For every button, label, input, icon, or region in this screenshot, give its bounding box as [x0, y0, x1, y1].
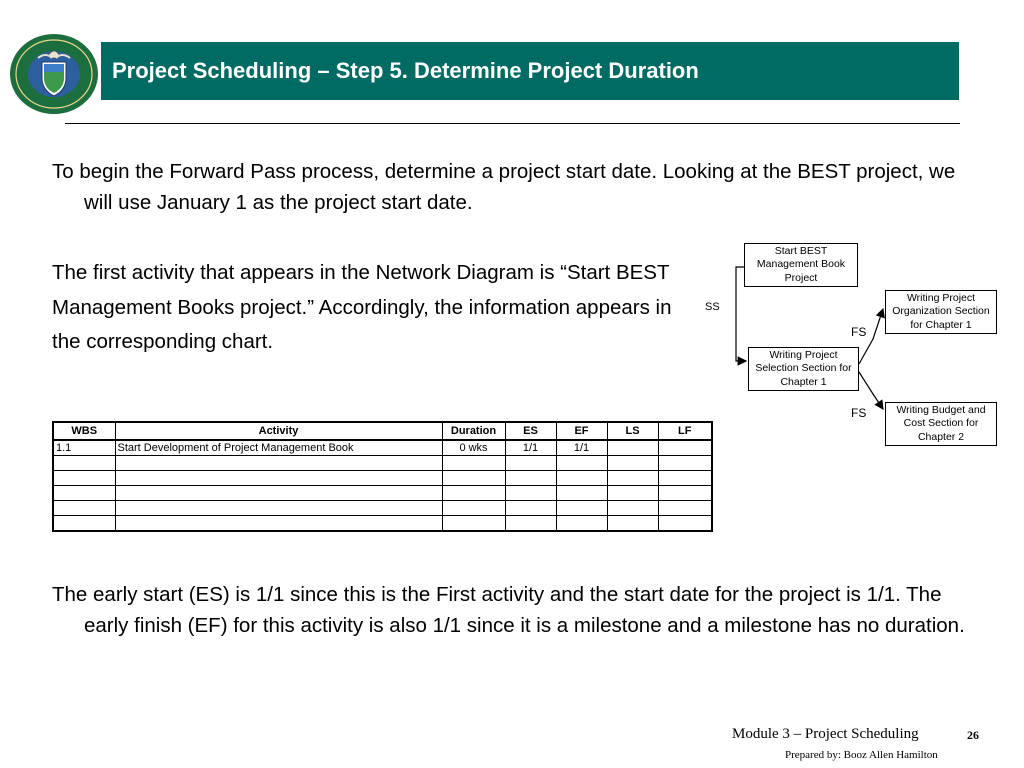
slide-title: Project Scheduling – Step 5. Determine Project Duration: [101, 42, 959, 100]
title-divider: [65, 123, 960, 124]
table-row: [53, 456, 712, 471]
footer-prepared-by: Prepared by: Booz Allen Hamilton: [785, 749, 938, 761]
cell-duration: [442, 516, 505, 532]
fs-label-top: FS: [851, 325, 867, 339]
table-row: [53, 486, 712, 501]
cell-wbs: [53, 456, 115, 471]
cell-ef: [556, 471, 607, 486]
col-activity: Activity: [115, 422, 442, 440]
department-of-energy-seal-icon: [8, 32, 100, 116]
cell-activity: [115, 456, 442, 471]
cell-ef: [556, 516, 607, 532]
cell-ef: [556, 486, 607, 501]
cell-ls: [607, 471, 658, 486]
cell-lf: [658, 440, 712, 456]
cell-ls: [607, 456, 658, 471]
cell-wbs: [53, 486, 115, 501]
cell-ef: [556, 501, 607, 516]
cell-ls: [607, 440, 658, 456]
ss-label: SS: [705, 301, 720, 313]
table-header-row: [53, 422, 712, 440]
cell-wbs: [53, 516, 115, 532]
cell-lf: [658, 456, 712, 471]
table-row: [53, 501, 712, 516]
early-start-paragraph: The early start (ES) is 1/1 since this is the First activity and the start date for the project is 1/1. The early finish (EF) for this activity is also 1/1 since it is a milestone and a milestone has no duration.: [52, 583, 965, 637]
cell-duration: [442, 501, 505, 516]
table-row: [53, 471, 712, 486]
cell-ls: [607, 501, 658, 516]
cell-duration: [442, 486, 505, 501]
intro-paragraph: To begin the Forward Pass process, determine a project start date. Looking at the BEST project, we will use January 1 as the project start date.: [52, 160, 956, 214]
col-duration: Duration: [442, 422, 505, 440]
fs-label-bottom: FS: [851, 406, 867, 420]
cell-es: [505, 486, 556, 501]
cell-activity: [115, 516, 442, 532]
table-row: [53, 440, 712, 456]
cell-lf: [658, 516, 712, 532]
col-lf: LF: [658, 422, 712, 440]
fs-connector-bottom: [859, 372, 883, 409]
node-project-organization: Writing Project Organization Section for Chapter 1: [885, 290, 997, 334]
cell-ls: [607, 516, 658, 532]
page-number: 26: [967, 728, 979, 742]
cell-lf: [658, 486, 712, 501]
col-ls: LS: [607, 422, 658, 440]
cell-lf: [658, 501, 712, 516]
cell-activity: [115, 486, 442, 501]
first-activity-paragraph: The first activity that appears in the Network Diagram is “Start BEST Management Books project.” Accordingly, the information appears in the corresponding chart.: [52, 261, 672, 353]
col-es: ES: [505, 422, 556, 440]
cell-es: [505, 471, 556, 486]
cell-activity: [115, 501, 442, 516]
col-wbs: WBS: [53, 422, 115, 440]
cell-ef: 1/1: [556, 440, 607, 456]
cell-ls: [607, 486, 658, 501]
cell-lf: [658, 471, 712, 486]
cell-es: [505, 516, 556, 532]
cell-es: [505, 501, 556, 516]
col-ef: EF: [556, 422, 607, 440]
table-row: [53, 516, 712, 532]
node-start-best: Start BEST Management Book Project: [744, 243, 858, 287]
cell-duration: [442, 456, 505, 471]
cell-wbs: [53, 471, 115, 486]
node-project-selection: Writing Project Selection Section for Chapter 1: [748, 347, 859, 391]
cell-es: [505, 456, 556, 471]
cell-activity: Start Development of Project Management Book: [115, 440, 442, 456]
cell-duration: 0 wks: [442, 440, 505, 456]
footer-module: Module 3 – Project Scheduling: [732, 726, 919, 742]
cell-duration: [442, 471, 505, 486]
cell-ef: [556, 456, 607, 471]
node-budget-cost: Writing Budget and Cost Section for Chapter 2: [885, 402, 997, 446]
network-diagram: [700, 240, 1010, 455]
cell-activity: [115, 471, 442, 486]
cell-es: 1/1: [505, 440, 556, 456]
cell-wbs: [53, 501, 115, 516]
cell-wbs: 1.1: [53, 440, 115, 456]
schedule-table: [52, 421, 713, 532]
